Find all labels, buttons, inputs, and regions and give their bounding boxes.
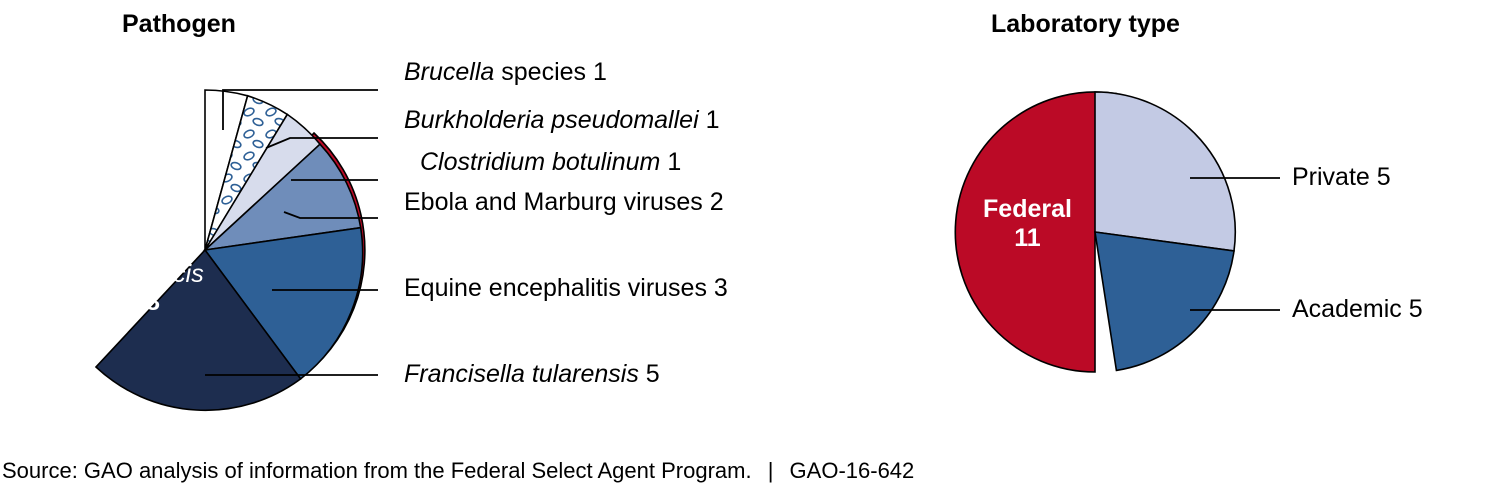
source-note-text: Source: GAO analysis of information from the Federal Select Agent Program. — [2, 458, 752, 483]
labtype-callout-academic: Academic 5 — [1292, 295, 1423, 323]
source-note-separator: | — [767, 458, 774, 483]
pathogen-callout-ebola-marburg: Ebola and Marburg viruses 2 — [404, 188, 724, 216]
labtype-slice-label-federal: Federal 11 — [983, 195, 1072, 252]
report-id: GAO-16-642 — [789, 458, 915, 483]
pathogen-chart-title: Pathogen — [122, 10, 236, 38]
pathogen-slice-label-bacillus: Bacillus anthracis 8 — [102, 232, 204, 316]
laboratory-type-chart-title: Laboratory type — [991, 10, 1180, 38]
labtype-slice-academic — [1095, 232, 1234, 370]
pathogen-callout-equine: Equine encephalitis viruses 3 — [404, 274, 728, 302]
pathogen-callout-brucella: Brucella species 1 — [404, 58, 607, 86]
pathogen-callout-burkholderia: Burkholderia pseudomallei 1 — [404, 106, 720, 134]
source-note — [2, 458, 914, 484]
pathogen-callout-clostridium: Clostridium botulinum 1 — [420, 148, 682, 176]
labtype-callout-private: Private 5 — [1292, 163, 1391, 191]
pathogen-callout-francisella: Francisella tularensis 5 — [404, 360, 660, 388]
pathogen-pie-chart — [0, 40, 420, 400]
labtype-slice-private — [1095, 92, 1235, 251]
